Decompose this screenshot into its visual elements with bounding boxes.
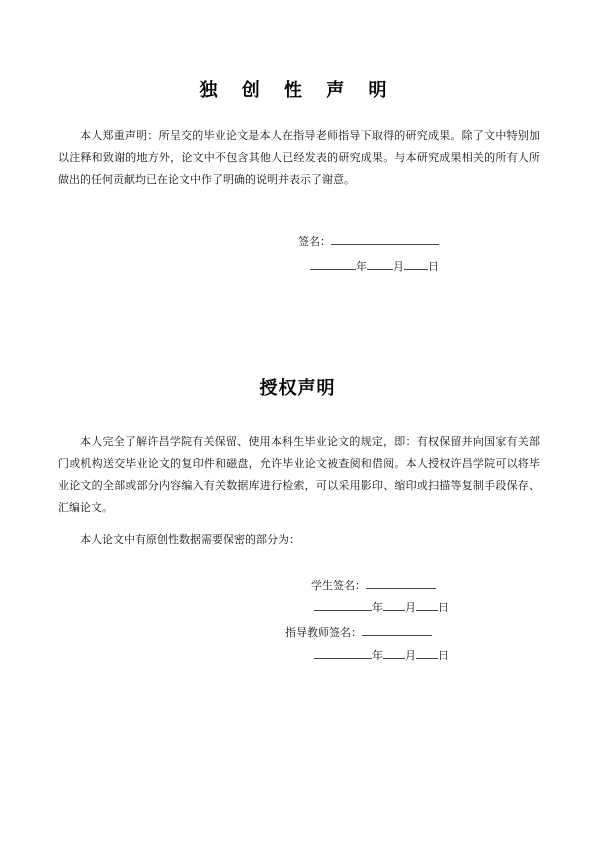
originality-signature-line [298,232,439,250]
authorization-title: 授权声明 [259,378,336,399]
originality-title: 独 创 性 声 明 [199,80,396,101]
signature-label: 签名： [298,235,331,248]
originality-statement: 本人郑重声明：所呈交的毕业论文是本人在指导老师指导下取得的研究成果。除了文中特别加以注释和致谢的地方外，论文中不包含其他人已经发表的研究成果。与本研究成果相关的所有人所做出的任何贡献均已在论文中作了明确的说明并表示了谢意。 [58,129,540,186]
advisor-signature-line [285,623,432,641]
signature-blank[interactable] [331,232,439,245]
authorization-statement: 本人完全了解许昌学院有关保留、使用本科生毕业论文的规定，即：有权保留并向国家有关部门或机构送交毕业论文的复印件和磁盘，允许毕业论文被查阅和借阅。本人授权许昌学院可以将毕业论文的全部或部分内容编入有关数据库进行检索，可以采用影印、缩印或扫描等复制手段保存、汇编论文。 [58,435,540,514]
year-blank[interactable] [314,598,372,611]
student-signature-line [311,576,436,594]
month-label: 月 [405,649,416,662]
day-label: 日 [438,649,449,662]
year-blank[interactable] [310,257,356,270]
year-label: 年 [372,601,383,614]
advisor-date-line [314,646,449,664]
month-label: 月 [405,601,416,614]
advisor-signature-blank[interactable] [362,623,432,636]
month-label: 月 [393,260,404,273]
year-label: 年 [372,649,383,662]
month-blank[interactable] [383,598,405,611]
month-blank[interactable] [383,646,405,659]
day-blank[interactable] [416,646,438,659]
year-blank[interactable] [314,646,372,659]
day-blank[interactable] [404,257,428,270]
day-label: 日 [438,601,449,614]
student-date-line [314,598,449,616]
student-signature-label: 学生签名： [311,579,366,592]
day-label: 日 [428,260,439,273]
confidential-note: 本人论文中有原创性数据需要保密的部分为： [80,533,300,546]
year-label: 年 [356,260,367,273]
month-blank[interactable] [367,257,393,270]
advisor-signature-label: 指导教师签名： [285,626,362,639]
originality-date-line [310,257,439,275]
student-signature-blank[interactable] [366,576,436,589]
day-blank[interactable] [416,598,438,611]
